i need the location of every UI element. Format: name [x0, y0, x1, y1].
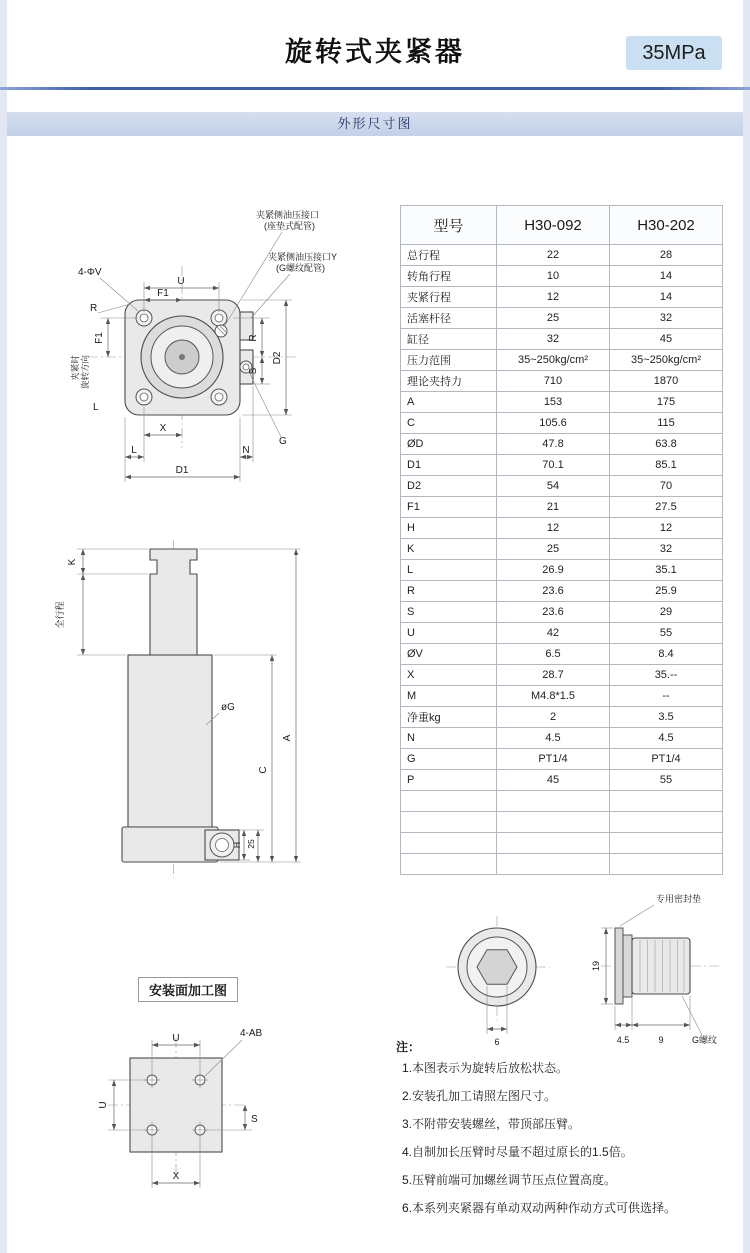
table-row	[401, 497, 723, 518]
dim-label-n: N	[242, 445, 250, 456]
spec-label: L	[401, 560, 497, 581]
spec-value: 153	[497, 392, 610, 413]
spec-value: 55	[610, 770, 723, 791]
dim-label-l-bottom: L	[131, 445, 137, 456]
spec-value: 32	[497, 329, 610, 350]
spec-label	[401, 791, 497, 812]
spec-value: 175	[610, 392, 723, 413]
spec-label: D2	[401, 476, 497, 497]
spec-label: P	[401, 770, 497, 791]
spec-label: K	[401, 539, 497, 560]
pressure-badge: 35MPa	[626, 36, 722, 70]
spec-label: C	[401, 413, 497, 434]
table-row	[401, 560, 723, 581]
cylinder-body	[128, 655, 212, 827]
mounting-drawing	[52, 1008, 342, 1248]
table-row	[401, 329, 723, 350]
spec-value	[610, 791, 723, 812]
spec-value: 2	[497, 707, 610, 728]
spec-value: 23.6	[497, 581, 610, 602]
table-row	[401, 665, 723, 686]
mounting-drawing-title: 安装面加工图	[138, 977, 238, 1002]
spec-value: 35.--	[610, 665, 723, 686]
spec-label: 夹紧行程	[401, 287, 497, 308]
col-header-model: 型号	[401, 206, 497, 245]
spec-value: 27.5	[610, 497, 723, 518]
spec-value: 29	[610, 602, 723, 623]
dim-label-r-right: R	[248, 334, 259, 342]
dim-label-f1-top: F1	[157, 288, 169, 299]
dim-label-d1: D1	[175, 465, 189, 476]
dim-label-x: X	[159, 423, 167, 434]
dim-label-x: X	[172, 1171, 180, 1182]
dim-label-d2: D2	[272, 351, 283, 365]
spec-label: A	[401, 392, 497, 413]
rotation-direction-label-2: 旋转方向	[80, 354, 90, 390]
spec-value: 26.9	[497, 560, 610, 581]
spec-value: 23.6	[497, 602, 610, 623]
spec-label: R	[401, 581, 497, 602]
right-edge-strip	[743, 0, 750, 1253]
mounting-surface	[130, 1058, 222, 1152]
spec-value: M4.8*1.5	[497, 686, 610, 707]
spec-label	[401, 833, 497, 854]
page-title: 旋转式夹紧器	[285, 37, 465, 67]
table-row	[401, 455, 723, 476]
dim-label-c: C	[258, 766, 269, 774]
spec-value: 55	[610, 623, 723, 644]
spec-label: ØV	[401, 644, 497, 665]
g-thread-label: G螺纹	[692, 1035, 718, 1045]
spec-value: 14	[610, 287, 723, 308]
seal-washer	[615, 928, 623, 1004]
table-row	[401, 413, 723, 434]
spec-value: 3.5	[610, 707, 723, 728]
spec-value: 1870	[610, 371, 723, 392]
table-row	[401, 770, 723, 791]
spec-value: 70	[610, 476, 723, 497]
table-row	[401, 266, 723, 287]
spec-value: 6.5	[497, 644, 610, 665]
table-row	[401, 644, 723, 665]
spec-label: 压力范围	[401, 350, 497, 371]
dim-label-6: 6	[494, 1037, 500, 1047]
spec-value: 45	[610, 329, 723, 350]
table-row	[401, 434, 723, 455]
plug-thread-body	[632, 938, 690, 994]
spec-value	[610, 854, 723, 875]
spec-label: G	[401, 749, 497, 770]
spec-label: 转角行程	[401, 266, 497, 287]
spec-label: ØD	[401, 434, 497, 455]
spec-label: M	[401, 686, 497, 707]
spec-label: H	[401, 518, 497, 539]
piston-rod	[150, 549, 197, 655]
spec-value: 710	[497, 371, 610, 392]
spec-value: 115	[610, 413, 723, 434]
spec-label: 理论夹持力	[401, 371, 497, 392]
table-row	[401, 602, 723, 623]
dim-label-h: H	[232, 841, 242, 849]
spec-table	[400, 205, 723, 875]
table-row	[401, 308, 723, 329]
table-row	[401, 728, 723, 749]
spec-label: 总行程	[401, 245, 497, 266]
callout-clamp-port-line2: (座垫式配管)	[264, 221, 315, 231]
spec-value: 70.1	[497, 455, 610, 476]
base-flange	[122, 827, 218, 862]
note-item: 2.安装孔加工请照左图尺寸。	[402, 1089, 557, 1103]
dim-label-s: S	[251, 1114, 258, 1125]
dim-label-4phiv: 4-ΦV	[78, 267, 102, 278]
table-row	[401, 833, 723, 854]
spec-label: 缸径	[401, 329, 497, 350]
dim-label-og: øG	[221, 702, 235, 713]
spec-value: --	[610, 686, 723, 707]
note-item: 3.不附带安装螺丝，带顶部压臂。	[402, 1117, 581, 1131]
spec-value	[497, 791, 610, 812]
callout-clamp-port-y-line1: 夹紧侧油压接口Y	[268, 252, 338, 262]
table-row	[401, 392, 723, 413]
notes-label: 注：	[396, 1040, 421, 1054]
dim-label-r-corner: R	[90, 303, 98, 314]
spec-label: N	[401, 728, 497, 749]
seal-washer-label: 专用密封垫	[656, 894, 702, 904]
note-item: 6.本系列夹紧器有单动双动两种作动方式可供选择。	[402, 1201, 677, 1215]
spec-label: S	[401, 602, 497, 623]
spec-value: 35~250kg/cm²	[610, 350, 723, 371]
spec-table-body	[401, 245, 723, 875]
notes-list	[402, 1060, 732, 1228]
left-edge-strip	[0, 0, 7, 1253]
spec-value	[610, 833, 723, 854]
table-row	[401, 623, 723, 644]
spec-value: 25.9	[610, 581, 723, 602]
spec-value: 12	[610, 518, 723, 539]
table-row	[401, 686, 723, 707]
dim-label-l-left: L	[93, 402, 99, 413]
table-row	[401, 350, 723, 371]
dim-label-u-top: U	[172, 1033, 180, 1044]
dim-label-19: 19	[591, 960, 601, 972]
table-row	[401, 581, 723, 602]
table-row	[401, 476, 723, 497]
table-row	[401, 518, 723, 539]
table-row	[401, 812, 723, 833]
spec-value: 35.1	[610, 560, 723, 581]
spec-label: 活塞杆径	[401, 308, 497, 329]
callout-clamp-port-y-line2: (G螺纹配管)	[276, 263, 325, 273]
spec-value: 8.4	[610, 644, 723, 665]
spec-value: 105.6	[497, 413, 610, 434]
spec-label: 净重kg	[401, 707, 497, 728]
spec-value: 35~250kg/cm²	[497, 350, 610, 371]
table-row	[401, 287, 723, 308]
dim-label-g-port: G	[279, 436, 287, 447]
spec-value: 12	[497, 518, 610, 539]
table-row	[401, 854, 723, 875]
spec-value: 47.8	[497, 434, 610, 455]
spec-value: 4.5	[497, 728, 610, 749]
spec-label: X	[401, 665, 497, 686]
dim-label-4ab: 4-AB	[240, 1028, 263, 1039]
spec-value: 10	[497, 266, 610, 287]
table-row	[401, 749, 723, 770]
dim-label-u-top: U	[177, 276, 185, 287]
table-header-row	[401, 206, 723, 245]
dim-label-4-5: 4.5	[616, 1035, 630, 1045]
table-row	[401, 539, 723, 560]
dim-label-f1-left: F1	[94, 332, 105, 344]
dim-label-25: 25	[246, 839, 256, 849]
total-stroke-label: 全行程	[55, 601, 65, 629]
spec-label: U	[401, 623, 497, 644]
spec-value: 63.8	[610, 434, 723, 455]
spec-value	[497, 833, 610, 854]
dim-label-a: A	[282, 734, 293, 742]
spec-value	[497, 812, 610, 833]
spec-value: 22	[497, 245, 610, 266]
table-row	[401, 707, 723, 728]
rotation-direction-label-1: 夹紧时	[70, 355, 80, 381]
note-item: 4.自制加长压臂时尽量不超过原长的1.5倍。	[402, 1145, 633, 1159]
spec-value: 28.7	[497, 665, 610, 686]
spec-value: PT1/4	[610, 749, 723, 770]
header-divider	[0, 87, 750, 90]
note-item: 1.本图表示为旋转后放松状态。	[402, 1061, 569, 1075]
spec-value: 4.5	[610, 728, 723, 749]
spec-value: 45	[497, 770, 610, 791]
spec-label	[401, 854, 497, 875]
spec-label	[401, 812, 497, 833]
spec-value: 85.1	[610, 455, 723, 476]
spec-value: 42	[497, 623, 610, 644]
spec-value	[497, 854, 610, 875]
spec-value: 54	[497, 476, 610, 497]
table-row	[401, 245, 723, 266]
spec-value	[610, 812, 723, 833]
callout-clamp-port-line1: 夹紧侧油压接口	[256, 210, 320, 220]
spec-value: 12	[497, 287, 610, 308]
spec-value: 14	[610, 266, 723, 287]
dim-label-s: S	[248, 367, 259, 375]
spec-value: 32	[610, 539, 723, 560]
spec-value: 25	[497, 308, 610, 329]
col-header-h30-202: H30-202	[610, 206, 723, 245]
spec-label: F1	[401, 497, 497, 518]
section-header: 外形尺寸图	[7, 112, 743, 136]
col-header-h30-092: H30-092	[497, 206, 610, 245]
spec-value: 28	[610, 245, 723, 266]
dim-label-k: K	[67, 558, 78, 566]
plug-drawing	[418, 888, 733, 1053]
table-row	[401, 371, 723, 392]
table-row	[401, 791, 723, 812]
side-view-drawing	[45, 538, 345, 883]
spec-value: 25	[497, 539, 610, 560]
spec-label: D1	[401, 455, 497, 476]
spec-value: 32	[610, 308, 723, 329]
spec-value: PT1/4	[497, 749, 610, 770]
spec-value: 21	[497, 497, 610, 518]
dim-label-u-left: U	[98, 1101, 109, 1109]
dim-label-9: 9	[658, 1035, 664, 1045]
note-item: 5.压臂前端可加螺丝调节压点位置高度。	[402, 1173, 617, 1187]
top-view-drawing	[38, 198, 398, 523]
